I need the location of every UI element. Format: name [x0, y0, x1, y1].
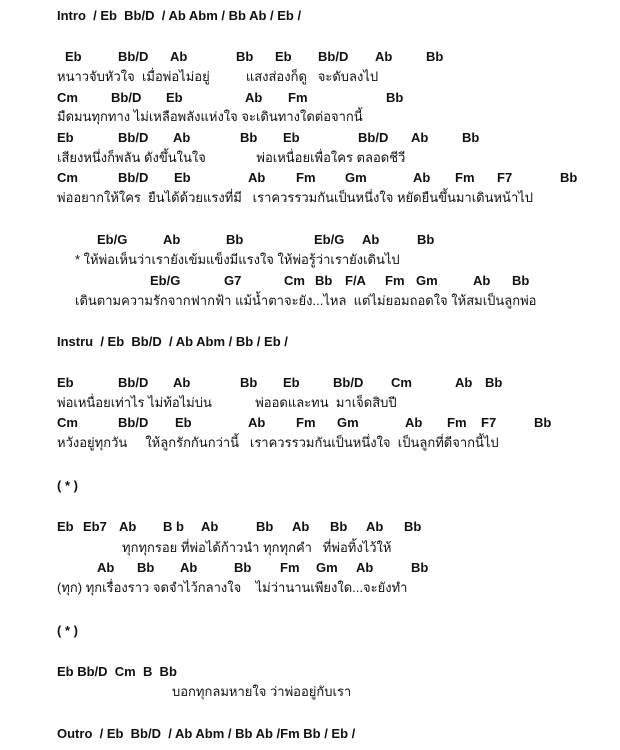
- chord: Bb: [411, 560, 429, 575]
- chord: Ab: [245, 90, 263, 105]
- chord: Ab: [248, 170, 266, 185]
- chord: Bb: [560, 170, 578, 185]
- lyric-line: หวังอยู่ทุกวัน ให้ลูกรักกันกว่านี้ เราควรรวมกันเป็นหนึ่งใจ เป็นลูกที่ดีจากนี้ไป: [57, 435, 499, 450]
- chord: Cm: [57, 170, 78, 185]
- chord: Bb: [512, 273, 530, 288]
- chord: Eb: [174, 170, 191, 185]
- chord: Bb/D: [118, 170, 149, 185]
- lyric-line: หนาวจับหัวใจ เมื่อพ่อไม่อยู่ แสงส่องก็ดู จะดับลงไป: [57, 69, 379, 84]
- chord: Fm: [447, 415, 467, 430]
- chord: F7: [497, 170, 513, 185]
- chord: Gm: [345, 170, 367, 185]
- chord: Ab: [119, 519, 137, 534]
- chord: Eb: [57, 375, 74, 390]
- chord: Bb: [240, 130, 258, 145]
- chord: Eb/G: [97, 232, 128, 247]
- chord: Ab: [405, 415, 423, 430]
- chord: Bb: [137, 560, 155, 575]
- chord: Ab: [455, 375, 473, 390]
- chord: Ab: [201, 519, 219, 534]
- chord: Ab: [97, 560, 115, 575]
- chord: Ab: [473, 273, 491, 288]
- chord: Bb/D: [358, 130, 389, 145]
- intro-line: Intro / Eb Bb/D / Ab Abm / Bb Ab / Eb /: [57, 8, 302, 23]
- chord: Eb: [283, 375, 300, 390]
- chord: Ab: [362, 232, 380, 247]
- instru-line: Instru / Eb Bb/D / Ab Abm / Bb / Eb /: [57, 334, 288, 349]
- lyric-line: เสียงหนึ่งก็พลัน ดังขึ้นในใจ พ่อเหนื่อยเพื่อใคร ตลอดชีวี: [57, 150, 406, 165]
- chord: Ab: [366, 519, 384, 534]
- chord: Bb/D: [111, 90, 142, 105]
- chord: Cm: [57, 90, 78, 105]
- chord: G7: [224, 273, 242, 288]
- chord: Bb/D: [333, 375, 364, 390]
- chord: Bb: [240, 375, 258, 390]
- chord: Eb: [166, 90, 183, 105]
- chord: Bb: [330, 519, 348, 534]
- chord: Bb: [234, 560, 252, 575]
- chord: Eb: [175, 415, 192, 430]
- chord: Eb: [275, 49, 292, 64]
- chord: Fm: [296, 170, 316, 185]
- chord: Bb: [534, 415, 552, 430]
- outro-line: Outro / Eb Bb/D / Ab Abm / Bb Ab /Fm Bb / Eb /: [57, 726, 356, 741]
- chord-line: Eb Bb/D Cm B Bb: [57, 664, 177, 679]
- lyric-line: ทุกทุกรอย ที่พ่อได้ก้าวนำ ทุกทุกคำ ที่พ่อทิ้งไว้ให้: [122, 540, 392, 555]
- chord: Eb: [65, 49, 82, 64]
- lyric-line: บอกทุกลมหายใจ ว่าพ่ออยู่กับเรา: [172, 684, 352, 699]
- chord: Eb/G: [314, 232, 345, 247]
- chord: Fm: [288, 90, 308, 105]
- chord: F7: [481, 415, 497, 430]
- chord: Bb: [226, 232, 244, 247]
- chord: Gm: [316, 560, 338, 575]
- chord: Bb/D: [118, 130, 149, 145]
- chord: Eb: [57, 519, 74, 534]
- chord: Ab: [173, 375, 191, 390]
- chord: Bb/D: [118, 415, 149, 430]
- chord: Ab: [411, 130, 429, 145]
- chord: Bb/D: [118, 49, 149, 64]
- chord: Bb: [236, 49, 254, 64]
- chord: Fm: [385, 273, 405, 288]
- chord: Fm: [455, 170, 475, 185]
- lyric-line: พ่ออยากให้ใคร ยืนได้ด้วยแรงที่มี เราควรรวมกันเป็นหนึ่งใจ หยัดยืนขึ้นมาเดินหน้าไป: [57, 190, 534, 205]
- repeat-marker: ( * ): [57, 478, 78, 493]
- chord: Cm: [57, 415, 78, 430]
- chord: Fm: [296, 415, 316, 430]
- chord: Ab: [163, 232, 181, 247]
- chord: Eb/G: [150, 273, 181, 288]
- chord: Ab: [170, 49, 188, 64]
- chord: Eb: [57, 130, 74, 145]
- chord: Ab: [292, 519, 310, 534]
- chord: Bb: [485, 375, 503, 390]
- chord: Cm: [284, 273, 305, 288]
- chord: Bb: [462, 130, 480, 145]
- chord: Bb: [426, 49, 444, 64]
- chord: Bb: [404, 519, 422, 534]
- lyric-line: (ทุก) ทุกเรื่องราว จดจำไว้กลางใจ ไม่ว่านานเพียงใด...จะยังทำ: [57, 580, 408, 595]
- lyric-line: มืดมนทุกทาง ไม่เหลือพลังแห่งใจ จะเดินทางใดต่อจากนี้: [57, 109, 363, 124]
- chord: Ab: [248, 415, 266, 430]
- chord: Cm: [391, 375, 412, 390]
- chord: Bb/D: [318, 49, 349, 64]
- chord: Ab: [375, 49, 393, 64]
- chord: F/A: [345, 273, 366, 288]
- lyric-line: * ให้พ่อเห็นว่าเรายังเข้มแข็งมีแรงใจ ให้พ่อรู้ว่าเรายังเดินไป: [75, 252, 400, 267]
- chord: Bb: [417, 232, 435, 247]
- chord: Bb: [315, 273, 333, 288]
- chord: Fm: [280, 560, 300, 575]
- chord: Gm: [416, 273, 438, 288]
- chord: Bb/D: [118, 375, 149, 390]
- chord: B b: [163, 519, 184, 534]
- chord: Bb: [256, 519, 274, 534]
- chord: Bb: [386, 90, 404, 105]
- chord: Gm: [337, 415, 359, 430]
- chord: Ab: [356, 560, 374, 575]
- chord: Ab: [180, 560, 198, 575]
- chord: Eb: [283, 130, 300, 145]
- chord: Ab: [173, 130, 191, 145]
- chord: Eb7: [83, 519, 107, 534]
- lyric-line: เดินตามความรักจากฟากฟ้า แม้น้ำตาจะยัง...ไหล แต่ไม่ยอมถอดใจ ให้สมเป็นลูกพ่อ: [75, 293, 537, 308]
- lyric-line: พ่อเหนื่อยเท่าไร ไม่ท้อไม่บ่น พ่ออดและทน มาเจ็ดสิบปี: [57, 395, 397, 410]
- chord: Ab: [413, 170, 431, 185]
- repeat-marker: ( * ): [57, 623, 78, 638]
